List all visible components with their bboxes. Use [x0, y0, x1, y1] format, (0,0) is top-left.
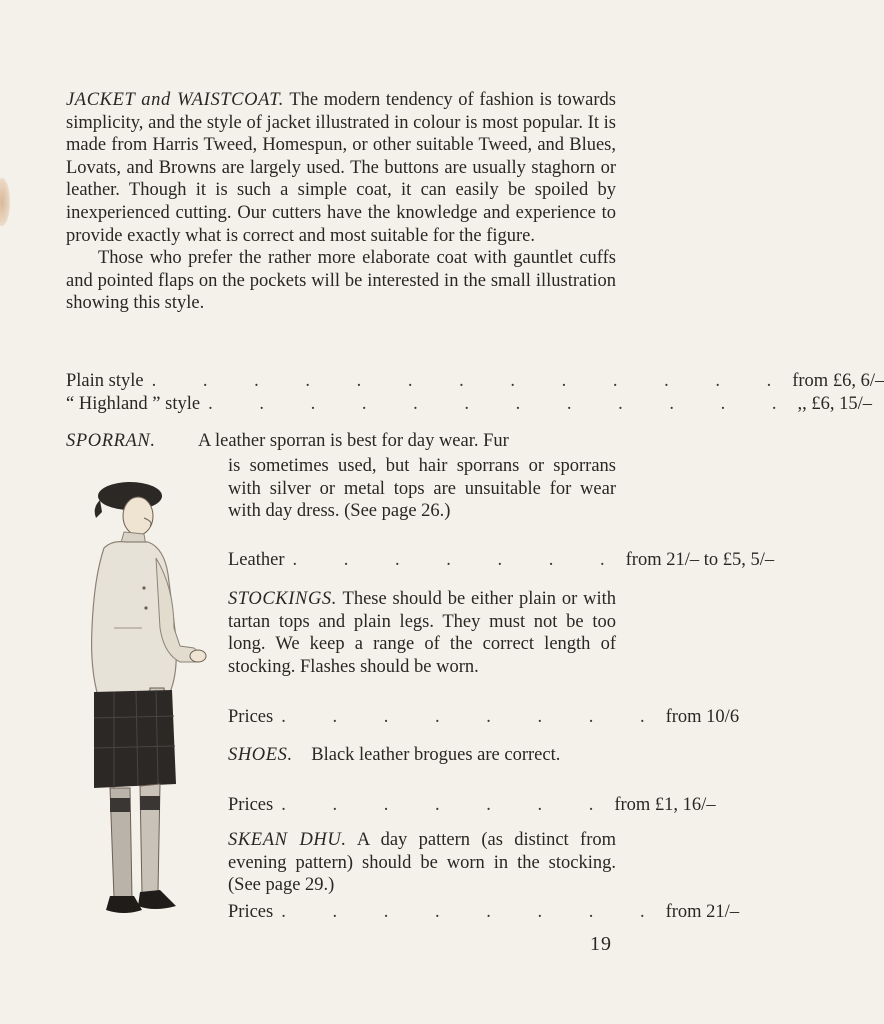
leader-dots: . . . . . . . [292, 550, 626, 570]
sporran-heading: SPORRAN. [66, 431, 156, 451]
price-row-skean-dhu [228, 902, 740, 924]
skean-dhu-heading: SKEAN DHU. [228, 830, 347, 850]
leader-dots: . . . . . . . . . . . . . [151, 371, 793, 391]
price-label: “ Highland ” style [66, 394, 201, 414]
stockings-body: These should be either plain or with tartan tops and plain legs. They must not be too long. We keep a range of the correct length of stocking. Flashes should be worn. [228, 589, 616, 677]
price-label: Leather [228, 550, 285, 570]
leader-dots: . . . . . . . . [281, 902, 666, 922]
price-row-plain-style [66, 371, 884, 393]
jacket-paragraph-2: Those who prefer the rather more elaborate coat with gauntlet cuffs and pointed flaps on the pockets will be interested in the small illustration showing this style. [66, 248, 616, 314]
price-value: from 21/– [665, 902, 740, 922]
highland-figure-illustration [84, 478, 216, 930]
jacket-paragraph [66, 89, 616, 247]
price-value: from 21/– to £5, 5/– [625, 550, 775, 570]
paper-stain [0, 178, 10, 226]
sporran-body: is sometimes used, but hair sporrans or sporrans with silver or metal tops are unsuitable for wear with day dress. (See page 26.) [228, 456, 616, 522]
jacket-body: The modern tendency of fashion is towards simplicity, and the style of jacket illustrated in colour is most popular. It is made from Harris Tweed, Homespun, or other suitable Tweed, and Blues, Lovats, and Browns are largely used. The buttons are usually staghorn or leather. Though it is such a simple coat, it can easily be spoiled by inexperienced cutting. Our cutters have the knowledge and experience to provide exactly what is correct and most suitable for the figure. [66, 90, 616, 246]
jacket-section [66, 89, 616, 315]
price-row-highland-style [66, 394, 872, 416]
jacket-heading: JACKET and WAISTCOAT. [66, 90, 285, 110]
price-label: Prices [228, 902, 274, 922]
price-value: from £6, 6/– [792, 371, 884, 391]
price-row-shoes [228, 795, 716, 817]
skean-dhu-section [228, 829, 616, 897]
leader-dots: . . . . . . . . [281, 707, 666, 727]
page-number: 19 [590, 933, 612, 955]
shoes-section [228, 744, 616, 767]
shoes-heading: SHOES. [228, 745, 293, 765]
stockings-heading: STOCKINGS. [228, 589, 337, 609]
price-value: from £1, 16/– [614, 795, 716, 815]
price-value: from 10/6 [665, 707, 740, 727]
shoes-body: Black leather brogues are correct. [311, 745, 561, 765]
price-row-sporran [228, 550, 775, 572]
price-value: ,, £6, 15/– [797, 394, 872, 414]
price-label: Plain style [66, 371, 144, 391]
stockings-section [228, 588, 616, 678]
price-row-stockings [228, 707, 740, 729]
sporran-first-line: A leather sporran is best for day wear. Fur [198, 431, 509, 451]
leader-dots: . . . . . . . [281, 795, 615, 815]
leader-dots: . . . . . . . . . . . . [208, 394, 798, 414]
price-label: Prices [228, 795, 274, 815]
skean-dhu-body: A day pattern (as distinct from evening pattern) should be worn in the stocking. (See page 29.) [228, 830, 616, 896]
price-label: Prices [228, 707, 274, 727]
sporran-heading-line [66, 431, 156, 452]
